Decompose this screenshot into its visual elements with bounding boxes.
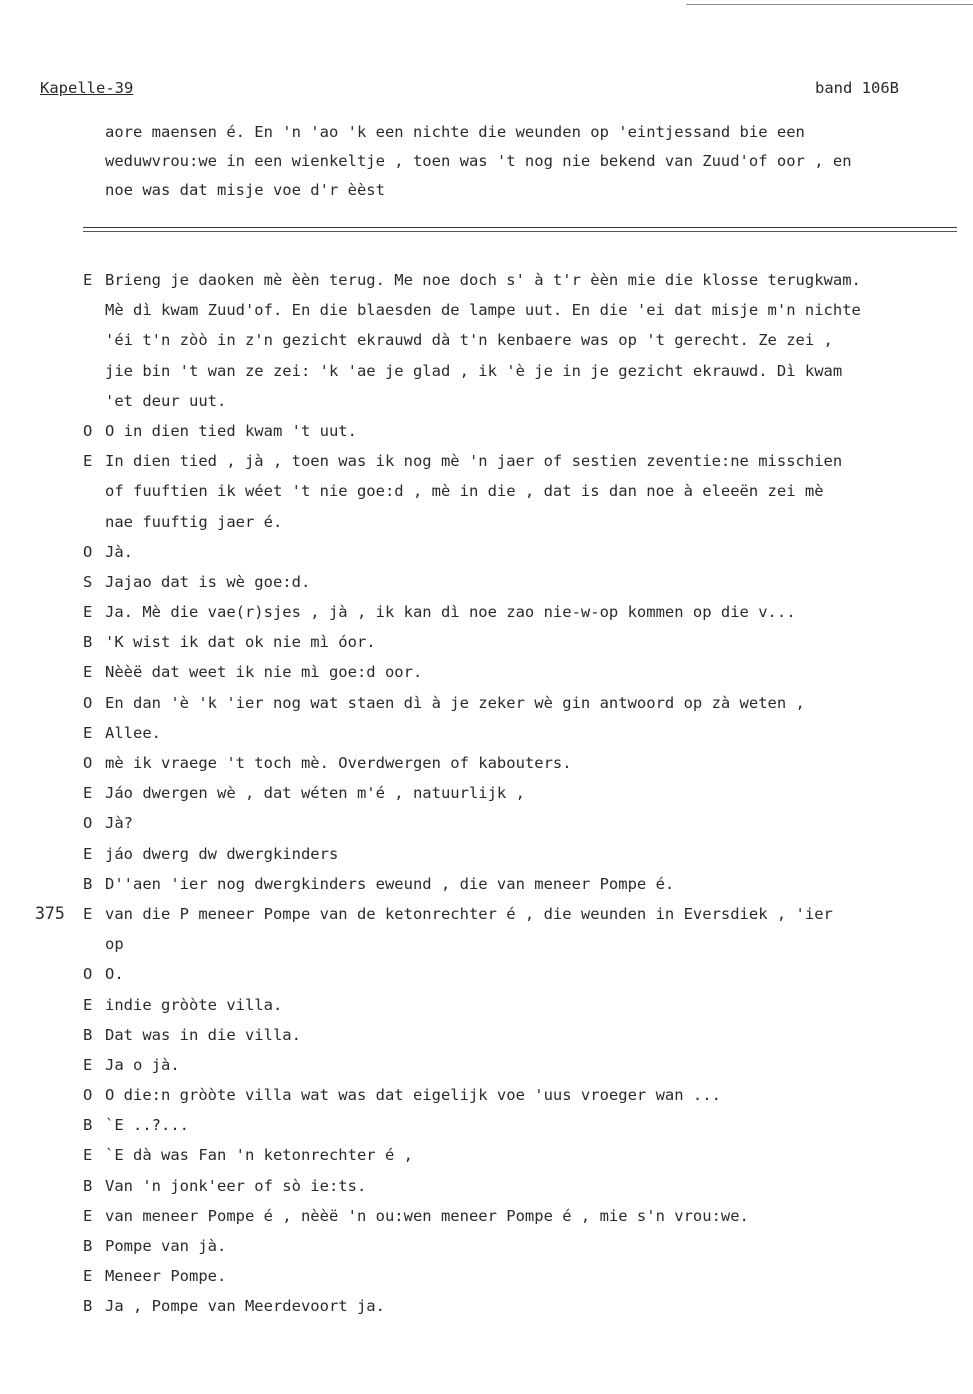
- utterance-text: Ja. Mè die vae(r)sjes , jà , ik kan dì noe zao nie-w-op kommen op die v...: [105, 603, 796, 622]
- utterance-text: indie gròòte villa.: [105, 995, 283, 1014]
- utterance-text: 'et deur uut.: [105, 391, 227, 410]
- utterance-text: Dat was in die villa.: [105, 1025, 301, 1044]
- intro-line: aore maensen é. En 'n 'ao 'k een nichte die weunden op 'eintjessand bie een: [105, 123, 805, 141]
- utterance-text: op: [105, 935, 124, 954]
- section-divider: [83, 227, 957, 228]
- utterance-text: nae fuuftig jaer é.: [105, 512, 283, 531]
- speaker-code: E: [83, 1267, 93, 1286]
- speaker-code: O: [83, 814, 93, 833]
- dialogue-line: [0, 507, 973, 537]
- speaker-code: B: [83, 633, 93, 652]
- speaker-code: B: [83, 1237, 93, 1255]
- dialogue-line: [0, 1231, 973, 1261]
- dialogue-line: [0, 808, 973, 838]
- utterance-text: Allee.: [105, 723, 161, 742]
- dialogue-line: [0, 839, 973, 869]
- utterance-text: van meneer Pompe é , nèèë 'n ou:wen meneer Pompe é , mie s'n vrou:we.: [105, 1206, 749, 1225]
- speaker-code: E: [83, 723, 93, 742]
- utterance-text: 'K wist ik dat ok nie mì óor.: [105, 633, 376, 652]
- transcript-id: Kapelle-39: [40, 79, 134, 97]
- dialogue-line: [0, 627, 973, 657]
- speaker-code: B: [83, 1176, 93, 1195]
- utterance-text: mè ik vraege 't toch mè. Overdwergen of kabouters.: [105, 754, 572, 772]
- utterance-text: D''aen 'ier nog dwergkinders eweund , die van meneer Pompe é.: [105, 874, 675, 893]
- utterance-text: O in dien tied kwam 't uut.: [105, 421, 357, 440]
- dialogue-line: [0, 416, 973, 446]
- speaker-code: O: [83, 754, 93, 772]
- utterance-text: jáo dwerg dw dwergkinders: [105, 844, 339, 863]
- utterance-text: of fuuftien ik wéet 't nie goe:d , mè in die , dat is dan noe à eleeën zei mè: [105, 482, 824, 501]
- speaker-code: O: [83, 965, 93, 984]
- utterance-text: Jáo dwergen wè , dat wéten m'é , natuurlijk ,: [105, 784, 525, 803]
- speaker-code: O: [83, 1086, 93, 1105]
- dialogue-line: [0, 869, 973, 899]
- speaker-code: E: [83, 784, 93, 803]
- dialogue-line: [0, 718, 973, 748]
- utterance-text: Nèèë dat weet ik nie mì goe:d oor.: [105, 663, 423, 682]
- utterance-text: Pompe van jà.: [105, 1237, 227, 1255]
- utterance-text: Ja , Pompe van Meerdevoort ja.: [105, 1297, 385, 1316]
- utterance-text: En dan 'è 'k 'ier nog wat staen dì à je zeker wè gin antwoord op zà weten ,: [105, 693, 805, 712]
- dialogue-line: [0, 1080, 973, 1110]
- dialogue-line: [0, 325, 973, 355]
- speaker-code: B: [83, 874, 93, 893]
- speaker-code: O: [83, 421, 93, 440]
- utterance-text: Ja o jà.: [105, 1055, 180, 1074]
- utterance-text: Jà.: [105, 542, 133, 561]
- utterance-text: Brieng je daoken mè èèn terug. Me noe doch s' à t'r èèn mie die klosse terugkwam.: [105, 271, 861, 289]
- dialogue-line: [0, 990, 973, 1020]
- utterance-text: O die:n gròòte villa wat was dat eigelijk voe 'uus vroeger wan ...: [105, 1086, 721, 1105]
- intro-line: noe was dat misje voe d'r èèst: [105, 181, 385, 199]
- speaker-code: B: [83, 1116, 93, 1135]
- utterance-text: Mè dì kwam Zuud'of. En die blaesden de lampe uut. En die 'ei dat misje m'n nichte: [105, 301, 861, 320]
- utterance-text: `E dà was Fan 'n ketonrechter é ,: [105, 1146, 413, 1165]
- dialogue-line: [0, 1201, 973, 1231]
- speaker-code: E: [83, 844, 93, 863]
- dialogue-line: [0, 356, 973, 386]
- dialogue-line: [0, 1261, 973, 1291]
- dialogue-line: [0, 446, 973, 476]
- dialogue-line: [0, 929, 973, 959]
- speaker-code: E: [83, 603, 93, 622]
- intro-line: weduwvrou:we in een wienkeltje , toen was 't nog nie bekend van Zuud'of oor , en: [105, 152, 852, 170]
- dialogue-line: [0, 597, 973, 627]
- dialogue-line: [0, 1140, 973, 1170]
- dialogue-line: [0, 1171, 973, 1201]
- speaker-code: E: [83, 904, 93, 923]
- utterance-text: Jà?: [105, 814, 133, 833]
- dialogue-line: [0, 748, 973, 778]
- intro-paragraph: [105, 118, 852, 205]
- tape-label: band 106B: [815, 79, 899, 97]
- dialogue-line: [0, 688, 973, 718]
- dialogue-line: [0, 537, 973, 567]
- dialogue-line: [0, 657, 973, 687]
- speaker-code: S: [83, 572, 93, 591]
- dialogue-line: [0, 1020, 973, 1050]
- speaker-code: E: [83, 663, 93, 682]
- utterance-text: In dien tied , jà , toen was ik nog mè 'n jaer of sestien zeventie:ne misschien: [105, 452, 843, 471]
- dialogue-line: [0, 899, 973, 929]
- speaker-code: B: [83, 1297, 93, 1316]
- dialogue-line: [0, 476, 973, 506]
- utterance-text: O.: [105, 965, 124, 984]
- speaker-code: E: [83, 1055, 93, 1074]
- dialogue-line: [0, 778, 973, 808]
- speaker-code: E: [83, 1206, 93, 1225]
- line-number: 375: [35, 903, 65, 923]
- dialogue-line: [0, 295, 973, 325]
- dialogue-line: [0, 1291, 973, 1321]
- utterance-text: Meneer Pompe.: [105, 1267, 227, 1286]
- dialogue-line: [0, 1110, 973, 1140]
- utterance-text: jie bin 't wan ze zei: 'k 'ae je glad , ik 'è je in je gezicht ekrauwd. Dì kwam: [105, 361, 843, 380]
- utterance-text: 'éi t'n zòò in z'n gezicht ekrauwd dà t'n kenbaere was op 't gerecht. Ze zei ,: [105, 331, 833, 350]
- dialogue-line: [0, 386, 973, 416]
- speaker-code: E: [83, 452, 93, 471]
- top-edge-rule: [686, 4, 973, 5]
- speaker-code: O: [83, 542, 93, 561]
- utterance-text: van die P meneer Pompe van de ketonrechter é , die weunden in Eversdiek , 'ier: [105, 904, 833, 923]
- section-divider-secondary: [83, 231, 957, 232]
- speaker-code: O: [83, 693, 93, 712]
- speaker-code: E: [83, 995, 93, 1014]
- speaker-code: E: [83, 271, 93, 289]
- utterance-text: Jajao dat is wè goe:d.: [105, 572, 311, 591]
- speaker-code: E: [83, 1146, 93, 1165]
- dialogue-line: [0, 567, 973, 597]
- dialogue-transcript: [0, 265, 973, 1322]
- speaker-code: B: [83, 1025, 93, 1044]
- dialogue-line: [0, 959, 973, 989]
- utterance-text: Van 'n jonk'eer of sò ie:ts.: [105, 1176, 367, 1195]
- dialogue-line: [0, 1050, 973, 1080]
- utterance-text: `E ..?...: [105, 1116, 189, 1135]
- dialogue-line: [0, 265, 973, 295]
